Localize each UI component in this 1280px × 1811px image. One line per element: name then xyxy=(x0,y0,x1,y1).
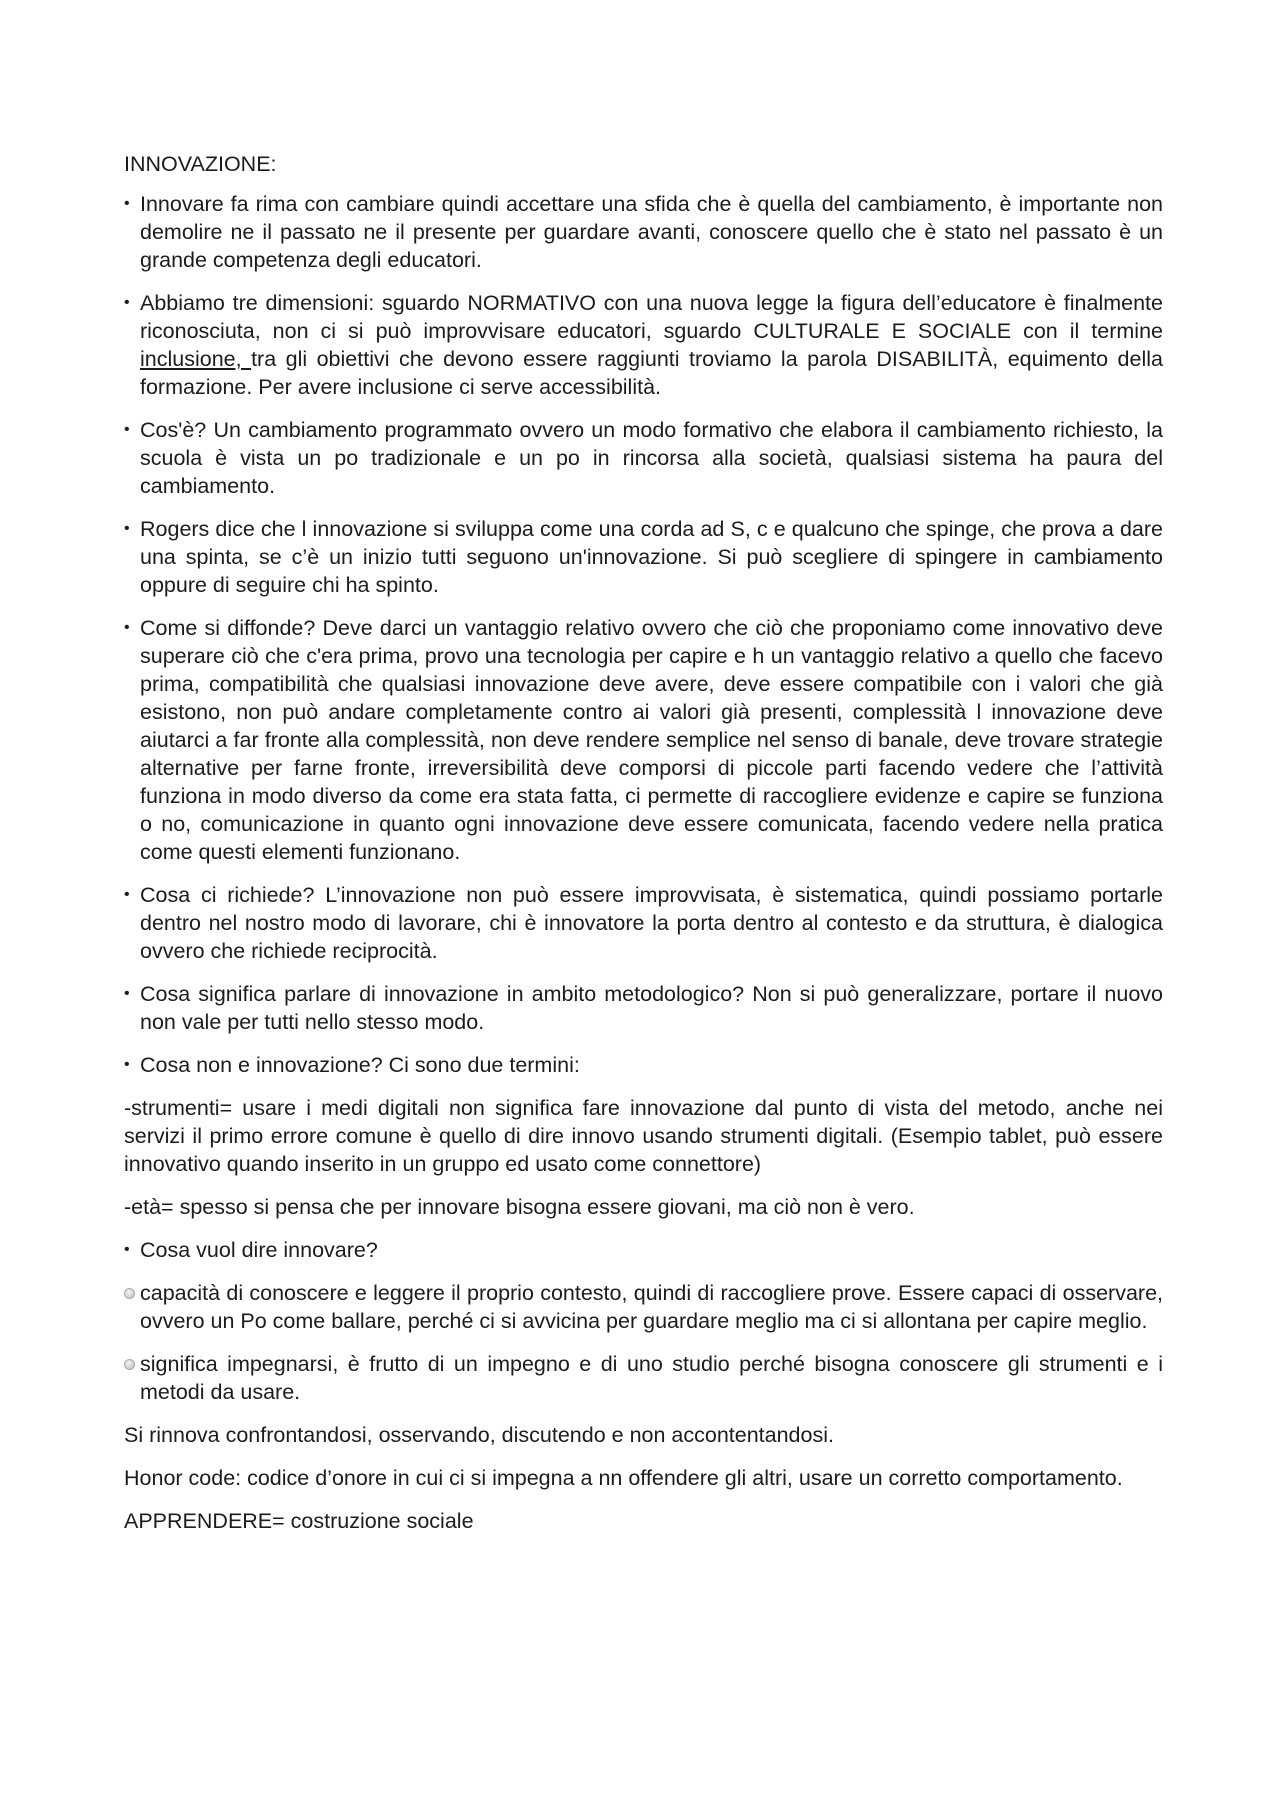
bullet-item xyxy=(124,881,1163,965)
paragraph-honor-code: Honor code: codice d’onore in cui ci si impegna a nn offendere gli altri, usare un corretto comportamento. xyxy=(124,1466,1123,1490)
item-text: Cosa significa parlare di innovazione in ambito metodologico? Non si può generalizzare, portare il nuovo non vale per tutti nello stesso modo. xyxy=(140,982,1163,1034)
bullet-icon: • xyxy=(124,1056,130,1073)
bullet-icon: • xyxy=(124,520,130,537)
sub-item-text: capacità di conoscere e leggere il proprio contesto, quindi di raccogliere prove. Essere capaci di osservare, ovvero un Po come ballare, perché ci si avvicina per guardare meglio ma ci si allontana per capire meglio. xyxy=(140,1281,1163,1333)
item-text: Cosa ci richiede? L’innovazione non può essere improvvisata, è sistematica, quindi possiamo portarle dentro nel nostro modo di lavorare, chi è innovatore la porta dentro al contesto e da struttura, è dialogica ovvero che richiede reciprocità. xyxy=(140,883,1163,963)
bullet-icon: • xyxy=(124,195,130,212)
paragraph-apprendere: APPRENDERE= costruzione sociale xyxy=(124,1509,474,1533)
item-text: Cosa vuol dire innovare? xyxy=(140,1238,378,1262)
bullet-icon: • xyxy=(124,1241,130,1258)
paragraph-eta: -età= spesso si pensa che per innovare bisogna essere giovani, ma ciò non è vero. xyxy=(124,1195,915,1219)
item-text: Cos'è? Un cambiamento programmato ovvero un modo formativo che elabora il cambiamento richiesto, la scuola è vista un po tradizionale e un po in rincorsa alla società, qualsiasi sistema ha paura del cambiamento. xyxy=(140,418,1163,498)
item-text: Rogers dice che l innovazione si sviluppa come una corda ad S, c e qualcuno che spinge, che prova a dare una spinta, se c’è un inizio tutti seguono un'innovazione. Si può scegliere di spingere in cambiamento oppure di seguire chi ha spinto. xyxy=(140,517,1163,597)
paragraph-strumenti: -strumenti= usare i medi digitali non significa fare innovazione dal punto di vista del metodo, anche nei servizi il primo errore comune è quello di dire innovo usando strumenti digitali. (Esempio tablet, può essere innovativo quando inserito in un gruppo ed usato come connettore) xyxy=(124,1096,1163,1176)
bullet-item xyxy=(124,1051,1163,1079)
item-text: Come si diffonde? Deve darci un vantaggio relativo ovvero che ciò che proponiamo come innovativo deve superare ciò che c'era prima, provo una tecnologia per capire e h un vantaggio relativo a quello che facevo prima, compatibilità che qualsiasi innovazione deve avere, deve essere compatibile con i valori che già esistono, non può andare completamente contro ai valori già presenti, complessità l innovazione deve aiutarci a far fronte alla complessità, non deve rendere semplice nel senso di banale, deve trovare strategie alternative per farne fronte, irreversibilità deve comporsi di piccole parti facendo vedere che l’attività funziona in modo diverso da come era stata fatta, ci permette di raccogliere evidenze e capire se funziona o no, comunicazione in quanto ogni innovazione deve essere comunicata, facendo vedere nella pratica come questi elementi funzionano. xyxy=(140,616,1163,864)
bullet-item xyxy=(124,1236,1163,1264)
paragraph-rinnova: Si rinnova confrontandosi, osservando, discutendo e non accontentandosi. xyxy=(124,1423,834,1447)
item-text: Innovare fa rima con cambiare quindi accettare una sfida che è quella del cambiamento, è importante non demolire ne il passato ne il presente per guardare avanti, conoscere quello che è stato nel passato è un grande competenza degli educatori. xyxy=(140,192,1163,272)
bullet-icon: • xyxy=(124,985,130,1002)
circle-bullet-icon xyxy=(124,1359,135,1370)
sub-item xyxy=(124,1350,1163,1406)
circle-bullet-icon xyxy=(124,1288,135,1299)
bullet-icon: • xyxy=(124,619,130,636)
bullet-item xyxy=(124,416,1163,500)
document-title: INNOVAZIONE: xyxy=(124,152,277,176)
bullet-item xyxy=(124,614,1163,866)
sub-item xyxy=(124,1279,1163,1335)
bullet-item xyxy=(124,289,1163,401)
sub-item-text: significa impegnarsi, è frutto di un impegno e di uno studio perché bisogna conoscere gli strumenti e i metodi da usare. xyxy=(140,1352,1163,1404)
bullet-icon: • xyxy=(124,886,130,903)
bullet-item xyxy=(124,515,1163,599)
bullet-icon: • xyxy=(124,421,130,438)
bullet-item xyxy=(124,190,1163,274)
bullet-item xyxy=(124,980,1163,1036)
item-text: tra gli obiettivi che devono essere raggiunti troviamo la parola DISABILITÀ, equimento della formazione. Per avere inclusione ci serve accessibilità. xyxy=(140,347,1163,399)
item-text: Abbiamo tre dimensioni: sguardo NORMATIVO con una nuova legge la figura dell’educatore è finalmente riconosciuta, non ci si può improvvisare educatori, sguardo CULTURALE E SOCIALE con il termine xyxy=(140,291,1163,343)
item-text: Cosa non e innovazione? Ci sono due termini: xyxy=(140,1053,580,1077)
bullet-icon: • xyxy=(124,294,130,311)
underlined-term: inclusione, xyxy=(140,347,252,371)
